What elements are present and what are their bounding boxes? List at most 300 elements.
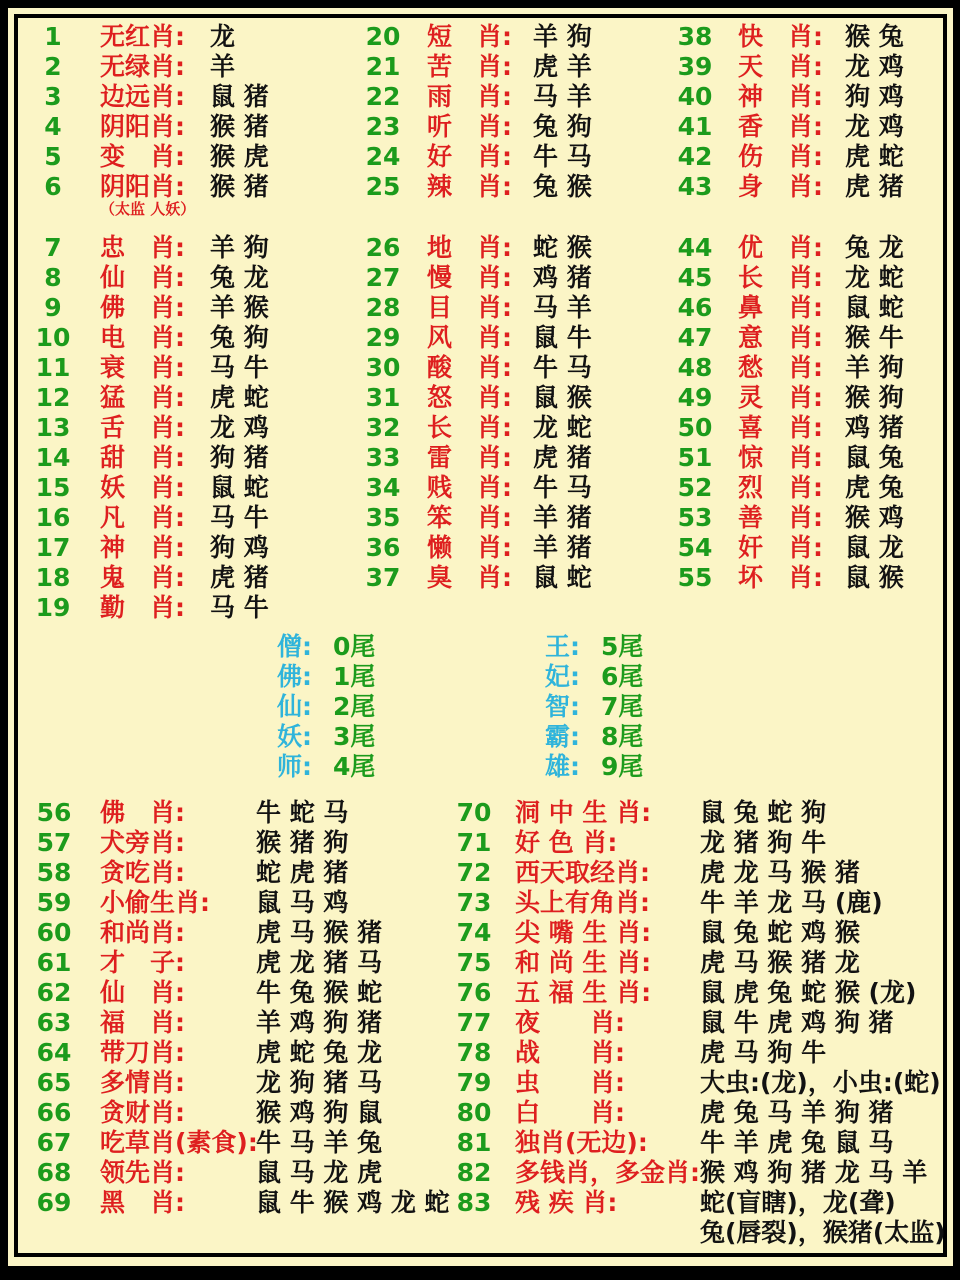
tail-label: 僧: bbox=[277, 632, 312, 661]
row-number: 55 bbox=[677, 563, 713, 592]
zodiac-row bbox=[0, 353, 960, 383]
row-label: 惊 肖: bbox=[738, 443, 823, 472]
row-number: 3 bbox=[44, 82, 62, 111]
row-label: 雨 肖: bbox=[427, 82, 512, 111]
zodiac-row bbox=[0, 22, 960, 52]
row-animals: 虎 马 猴 猪 龙 bbox=[700, 948, 860, 977]
row-animals: 猴 狗 bbox=[845, 383, 904, 412]
zodiac-row bbox=[0, 1128, 960, 1158]
row-animals: 鼠 蛇 bbox=[533, 563, 592, 592]
row-animals: 羊 狗 bbox=[533, 22, 592, 51]
row-number: 23 bbox=[365, 112, 401, 141]
tail-label: 师: bbox=[277, 752, 312, 781]
row-animals: 龙 蛇 bbox=[533, 413, 592, 442]
tail-value: 5尾 bbox=[601, 632, 644, 661]
tail-label: 雄: bbox=[545, 752, 580, 781]
row-label: 夜 肖: bbox=[515, 1008, 625, 1037]
row-animals: 兔 狗 bbox=[210, 323, 269, 352]
row-number: 39 bbox=[677, 52, 713, 81]
top-col3-group-b bbox=[0, 233, 960, 593]
zodiac-row bbox=[0, 142, 960, 172]
row-number: 33 bbox=[365, 443, 401, 472]
tail-row bbox=[277, 662, 537, 692]
row-label: 听 肖: bbox=[427, 112, 512, 141]
row-number: 10 bbox=[35, 323, 71, 352]
row-number: 14 bbox=[35, 443, 71, 472]
row-animals: 狗 鸡 bbox=[210, 533, 269, 562]
tail-row bbox=[545, 632, 805, 662]
row-label: 头上有角肖: bbox=[515, 888, 650, 917]
row-label: 变 肖: bbox=[100, 142, 185, 171]
row-number: 65 bbox=[36, 1068, 72, 1097]
tail-label: 智: bbox=[545, 692, 580, 721]
row-number: 69 bbox=[36, 1188, 72, 1217]
row-label: 贪财肖: bbox=[100, 1098, 185, 1127]
row-number: 11 bbox=[35, 353, 71, 382]
tail-value: 4尾 bbox=[333, 752, 376, 781]
row-animals: 龙 狗 猪 马 bbox=[256, 1068, 383, 1097]
row-number: 25 bbox=[365, 172, 401, 201]
row-animals: 鼠 猪 bbox=[210, 82, 269, 111]
row-animals: 蛇 猴 bbox=[533, 233, 592, 262]
zodiac-row bbox=[0, 503, 960, 533]
zodiac-row bbox=[0, 473, 960, 503]
tail-row bbox=[277, 632, 537, 662]
zodiac-row bbox=[0, 323, 960, 353]
row-label: 妖 肖: bbox=[100, 473, 185, 502]
row-animals: 鼠 蛇 bbox=[845, 293, 904, 322]
row-number: 49 bbox=[677, 383, 713, 412]
row-number: 13 bbox=[35, 413, 71, 442]
row-label: 无红肖: bbox=[100, 22, 185, 51]
row-number: 60 bbox=[36, 918, 72, 947]
zodiac-row bbox=[0, 1158, 960, 1188]
zodiac-row bbox=[0, 443, 960, 473]
row-number: 45 bbox=[677, 263, 713, 292]
row-animals: 猴 鸡 bbox=[845, 503, 904, 532]
row-number: 50 bbox=[677, 413, 713, 442]
row-label: 鼻 肖: bbox=[738, 293, 823, 322]
zodiac-row bbox=[0, 1068, 960, 1098]
row-animals: 龙 bbox=[210, 22, 236, 51]
zodiac-row bbox=[0, 563, 960, 593]
row-animals: 鼠 猴 bbox=[845, 563, 904, 592]
row-animals: 龙 猪 狗 牛 bbox=[700, 828, 827, 857]
row-label: 优 肖: bbox=[738, 233, 823, 262]
row-number: 82 bbox=[456, 1158, 492, 1187]
row-label: 天 肖: bbox=[738, 52, 823, 81]
note-taijian-renyao: （太监 人妖） bbox=[100, 200, 196, 218]
zodiac-row bbox=[0, 52, 960, 82]
row-label: 边远肖: bbox=[100, 82, 185, 111]
row-number: 36 bbox=[365, 533, 401, 562]
row-number: 74 bbox=[456, 918, 492, 947]
row-animals: 羊 狗 bbox=[845, 353, 904, 382]
row-animals: 牛 马 bbox=[533, 473, 592, 502]
row-label: 神 肖: bbox=[738, 82, 823, 111]
row-label: 五 福 生 肖: bbox=[515, 978, 652, 1007]
tail-value: 6尾 bbox=[601, 662, 644, 691]
row-animals: 羊 狗 bbox=[210, 233, 269, 262]
row-animals: 羊 猴 bbox=[210, 293, 269, 322]
row-animals: 鼠 牛 猴 鸡 龙 蛇 bbox=[256, 1188, 450, 1217]
row-number: 30 bbox=[365, 353, 401, 382]
row-label: 长 肖: bbox=[427, 413, 512, 442]
row-animals: 虎 兔 马 羊 狗 猪 bbox=[700, 1098, 894, 1127]
row-label: 贪吃肖: bbox=[100, 858, 185, 887]
row-label: 目 肖: bbox=[427, 293, 512, 322]
row-animals: 龙 鸡 bbox=[845, 112, 904, 141]
row-number: 61 bbox=[36, 948, 72, 977]
row-label: 尖 嘴 生 肖: bbox=[515, 918, 652, 947]
tail-row bbox=[277, 722, 537, 752]
row-number: 15 bbox=[35, 473, 71, 502]
row-label: 长 肖: bbox=[738, 263, 823, 292]
row-number: 37 bbox=[365, 563, 401, 592]
row-number: 1 bbox=[44, 22, 62, 51]
zodiac-row bbox=[0, 798, 960, 828]
row-label: 无绿肖: bbox=[100, 52, 185, 81]
row-animals: 鸡 猪 bbox=[533, 263, 592, 292]
row-number: 71 bbox=[456, 828, 492, 857]
row-number: 58 bbox=[36, 858, 72, 887]
row-number: 19 bbox=[35, 593, 71, 622]
row-animals: 鼠 猴 bbox=[533, 383, 592, 412]
row-animals: 龙 蛇 bbox=[845, 263, 904, 292]
row-number: 52 bbox=[677, 473, 713, 502]
row-label: 甜 肖: bbox=[100, 443, 185, 472]
row-animals: 猴 虎 bbox=[210, 142, 269, 171]
row-animals: 大虫:(龙)，小虫:(蛇) bbox=[700, 1068, 941, 1097]
zodiac-row bbox=[0, 948, 960, 978]
row-animals: 兔 龙 bbox=[845, 233, 904, 262]
row-label: 战 肖: bbox=[515, 1038, 625, 1067]
row-label: 忠 肖: bbox=[100, 233, 185, 262]
row-number: 72 bbox=[456, 858, 492, 887]
row-number: 54 bbox=[677, 533, 713, 562]
row-animals: 虎 龙 猪 马 bbox=[256, 948, 383, 977]
zodiac-row bbox=[0, 533, 960, 563]
row-number: 76 bbox=[456, 978, 492, 1007]
zodiac-row bbox=[0, 858, 960, 888]
zodiac-row bbox=[0, 233, 960, 263]
row-label: 懒 肖: bbox=[427, 533, 512, 562]
row-number: 79 bbox=[456, 1068, 492, 1097]
row-label: 舌 肖: bbox=[100, 413, 185, 442]
tail-label: 妃: bbox=[545, 662, 580, 691]
row-animals: 猴 鸡 狗 鼠 bbox=[256, 1098, 383, 1127]
row-number: 63 bbox=[36, 1008, 72, 1037]
zodiac-row bbox=[0, 978, 960, 1008]
row-number: 42 bbox=[677, 142, 713, 171]
row-label: 才 子: bbox=[100, 948, 185, 977]
tails-legend-right bbox=[545, 632, 805, 782]
row-number: 78 bbox=[456, 1038, 492, 1067]
row-number: 67 bbox=[36, 1128, 72, 1157]
row-animals: 狗 猪 bbox=[210, 443, 269, 472]
row-number: 7 bbox=[44, 233, 62, 262]
tail-label: 佛: bbox=[277, 662, 312, 691]
row-label: 吃草肖(素食): bbox=[100, 1128, 258, 1157]
row-number: 34 bbox=[365, 473, 401, 502]
row-animals: 鼠 马 鸡 bbox=[256, 888, 349, 917]
tail-label: 霸: bbox=[545, 722, 580, 751]
row-label: 多钱肖，多金肖: bbox=[515, 1158, 700, 1187]
row-label: 风 肖: bbox=[427, 323, 512, 352]
row-number: 29 bbox=[365, 323, 401, 352]
row-number: 24 bbox=[365, 142, 401, 171]
row-number: 22 bbox=[365, 82, 401, 111]
row-animals: 虎 羊 bbox=[533, 52, 592, 81]
row-animals: 鸡 猪 bbox=[845, 413, 904, 442]
zodiac-row bbox=[0, 263, 960, 293]
tail-row bbox=[545, 752, 805, 782]
row-number: 20 bbox=[365, 22, 401, 51]
row-label: 烈 肖: bbox=[738, 473, 823, 502]
row-number: 16 bbox=[35, 503, 71, 532]
row-number: 32 bbox=[365, 413, 401, 442]
row-label: 凡 肖: bbox=[100, 503, 185, 532]
row-number: 66 bbox=[36, 1098, 72, 1127]
row-number: 40 bbox=[677, 82, 713, 111]
row-label: 小偷生肖: bbox=[100, 888, 210, 917]
zodiac-row bbox=[0, 112, 960, 142]
row-animals: 鼠 牛 bbox=[533, 323, 592, 352]
row-label: 伤 肖: bbox=[738, 142, 823, 171]
row-label: 辣 肖: bbox=[427, 172, 512, 201]
row-label: 和 尚 生 肖: bbox=[515, 948, 652, 977]
row-animals: 马 牛 bbox=[210, 353, 269, 382]
row-label: 西天取经肖: bbox=[515, 858, 650, 887]
row-label: 衰 肖: bbox=[100, 353, 185, 382]
zodiac-row bbox=[0, 383, 960, 413]
row-animals: 鼠 牛 虎 鸡 狗 猪 bbox=[700, 1008, 894, 1037]
row-number: 8 bbox=[44, 263, 62, 292]
zodiac-row bbox=[0, 828, 960, 858]
row-animals: 虎 龙 马 猴 猪 bbox=[700, 858, 860, 887]
zodiac-row bbox=[0, 593, 960, 623]
zodiac-row bbox=[0, 888, 960, 918]
row-animals: 猴 鸡 狗 猪 龙 马 羊 bbox=[700, 1158, 928, 1187]
zodiac-row bbox=[0, 82, 960, 112]
row-animals: 虎 兔 bbox=[845, 473, 904, 502]
row-animals: 马 羊 bbox=[533, 293, 592, 322]
row-animals: 鼠 虎 兔 蛇 猴 (龙) bbox=[700, 978, 917, 1007]
row-number: 5 bbox=[44, 142, 62, 171]
tail-value: 7尾 bbox=[601, 692, 644, 721]
row-number: 18 bbox=[35, 563, 71, 592]
row-label: 阴阳肖: bbox=[100, 112, 185, 141]
row-number: 46 bbox=[677, 293, 713, 322]
row-animals: 狗 鸡 bbox=[845, 82, 904, 111]
row-number: 51 bbox=[677, 443, 713, 472]
row-animals: 虎 马 猴 猪 bbox=[256, 918, 383, 947]
row-label: 奸 肖: bbox=[738, 533, 823, 562]
tails-legend-left bbox=[277, 632, 537, 782]
row-label: 佛 肖: bbox=[100, 798, 185, 827]
row-number: 77 bbox=[456, 1008, 492, 1037]
row-label: 勤 肖: bbox=[100, 593, 185, 622]
row-animals: 羊 bbox=[210, 52, 236, 81]
row-number: 80 bbox=[456, 1098, 492, 1127]
row-animals: 兔 狗 bbox=[533, 112, 592, 141]
tail-value: 0尾 bbox=[333, 632, 376, 661]
row-label: 和尚肖: bbox=[100, 918, 185, 947]
row-label: 苦 肖: bbox=[427, 52, 512, 81]
row-label: 快 肖: bbox=[738, 22, 823, 51]
row-animals: 牛 兔 猴 蛇 bbox=[256, 978, 383, 1007]
tail-row bbox=[277, 692, 537, 722]
row-animals: 猴 兔 bbox=[845, 22, 904, 51]
tail-value: 8尾 bbox=[601, 722, 644, 751]
row-label: 坏 肖: bbox=[738, 563, 823, 592]
row-number: 47 bbox=[677, 323, 713, 352]
tail-label: 王: bbox=[545, 632, 580, 661]
row-number: 35 bbox=[365, 503, 401, 532]
row-animals: 鼠 兔 蛇 鸡 猴 bbox=[700, 918, 860, 947]
zodiac-row bbox=[0, 1188, 960, 1218]
zodiac-row bbox=[0, 293, 960, 323]
row-label: 意 肖: bbox=[738, 323, 823, 352]
tail-row bbox=[545, 662, 805, 692]
row-label: 带刀肖: bbox=[100, 1038, 185, 1067]
row-label: 臭 肖: bbox=[427, 563, 512, 592]
row-number: 73 bbox=[456, 888, 492, 917]
row-number: 64 bbox=[36, 1038, 72, 1067]
row-number: 28 bbox=[365, 293, 401, 322]
row-number: 6 bbox=[44, 172, 62, 201]
row-number: 75 bbox=[456, 948, 492, 977]
row-animals: 龙 鸡 bbox=[210, 413, 269, 442]
row-animals: 牛 马 羊 兔 bbox=[256, 1128, 383, 1157]
row-label: 善 肖: bbox=[738, 503, 823, 532]
zodiac-row bbox=[0, 1038, 960, 1068]
tail-value: 3尾 bbox=[333, 722, 376, 751]
row-label: 好 肖: bbox=[427, 142, 512, 171]
zodiac-row bbox=[0, 1008, 960, 1038]
row-label: 香 肖: bbox=[738, 112, 823, 141]
row-label: 残 疾 肖: bbox=[515, 1188, 618, 1217]
row-label: 黑 肖: bbox=[100, 1188, 185, 1217]
zodiac-row bbox=[0, 172, 960, 202]
row-label: 慢 肖: bbox=[427, 263, 512, 292]
row-number: 44 bbox=[677, 233, 713, 262]
row-animals: 猴 牛 bbox=[845, 323, 904, 352]
row-label: 多情肖: bbox=[100, 1068, 185, 1097]
row-number: 48 bbox=[677, 353, 713, 382]
row-label: 神 肖: bbox=[100, 533, 185, 562]
row-number: 43 bbox=[677, 172, 713, 201]
row-label: 愁 肖: bbox=[738, 353, 823, 382]
tail-value: 1尾 bbox=[333, 662, 376, 691]
row-number: 38 bbox=[677, 22, 713, 51]
row-number: 57 bbox=[36, 828, 72, 857]
row-animals: 虎 蛇 bbox=[210, 383, 269, 412]
row-animals: 虎 猪 bbox=[533, 443, 592, 472]
tail-row bbox=[277, 752, 537, 782]
row-animals: 虎 蛇 兔 龙 bbox=[256, 1038, 383, 1067]
row-number: 59 bbox=[36, 888, 72, 917]
row-animals: 蛇 虎 猪 bbox=[256, 858, 349, 887]
tail-value: 9尾 bbox=[601, 752, 644, 781]
row-animals: 龙 鸡 bbox=[845, 52, 904, 81]
row-animals: 鼠 兔 蛇 狗 bbox=[700, 798, 827, 827]
bottom-col-right bbox=[0, 798, 960, 1218]
row-label: 喜 肖: bbox=[738, 413, 823, 442]
row-animals: 虎 蛇 bbox=[845, 142, 904, 171]
tail-label: 仙: bbox=[277, 692, 312, 721]
row-label: 笨 肖: bbox=[427, 503, 512, 532]
row-animals: 羊 猪 bbox=[533, 533, 592, 562]
row-animals: 鼠 蛇 bbox=[210, 473, 269, 502]
row-animals: 羊 猪 bbox=[533, 503, 592, 532]
row-animals: 牛 马 bbox=[533, 142, 592, 171]
row-animals: 猴 猪 bbox=[210, 172, 269, 201]
row-number: 83 bbox=[456, 1188, 492, 1217]
row-label: 犬旁肖: bbox=[100, 828, 185, 857]
row-number: 31 bbox=[365, 383, 401, 412]
row-animals: 猴 猪 狗 bbox=[256, 828, 349, 857]
zodiac-row bbox=[0, 413, 960, 443]
row-animals: 马 牛 bbox=[210, 503, 269, 532]
row-animals: 虎 猪 bbox=[210, 563, 269, 592]
row-number: 53 bbox=[677, 503, 713, 532]
row-animals: 兔 龙 bbox=[210, 263, 269, 292]
row-animals: 虎 猪 bbox=[845, 172, 904, 201]
row-label: 好 色 肖: bbox=[515, 828, 618, 857]
row-label: 领先肖: bbox=[100, 1158, 185, 1187]
row-label: 虫 肖: bbox=[515, 1068, 625, 1097]
row-label: 短 肖: bbox=[427, 22, 512, 51]
row-label: 独肖(无边): bbox=[515, 1128, 648, 1157]
row-label: 仙 肖: bbox=[100, 263, 185, 292]
row-animals: 牛 马 bbox=[533, 353, 592, 382]
row-animals: 猴 猪 bbox=[210, 112, 269, 141]
top-col3-group-a bbox=[0, 22, 960, 202]
tail-value: 2尾 bbox=[333, 692, 376, 721]
row-animals: 鼠 马 龙 虎 bbox=[256, 1158, 383, 1187]
row-number: 70 bbox=[456, 798, 492, 827]
row-number: 12 bbox=[35, 383, 71, 412]
row-label: 贱 肖: bbox=[427, 473, 512, 502]
row-number: 26 bbox=[365, 233, 401, 262]
row-label: 地 肖: bbox=[427, 233, 512, 262]
row-animals: 羊 鸡 狗 猪 bbox=[256, 1008, 383, 1037]
row-number: 4 bbox=[44, 112, 62, 141]
row-number: 21 bbox=[365, 52, 401, 81]
row-label: 鬼 肖: bbox=[100, 563, 185, 592]
row-label: 酸 肖: bbox=[427, 353, 512, 382]
tail-row bbox=[545, 692, 805, 722]
row-number: 68 bbox=[36, 1158, 72, 1187]
row-label: 白 肖: bbox=[515, 1098, 625, 1127]
row-label: 电 肖: bbox=[100, 323, 185, 352]
row-number: 56 bbox=[36, 798, 72, 827]
row-label: 阴阳肖: bbox=[100, 172, 185, 201]
row-number: 17 bbox=[35, 533, 71, 562]
row-number: 27 bbox=[365, 263, 401, 292]
row-animals: 马 牛 bbox=[210, 593, 269, 622]
row-label: 福 肖: bbox=[100, 1008, 185, 1037]
row-label: 灵 肖: bbox=[738, 383, 823, 412]
tail-row bbox=[545, 722, 805, 752]
row-number: 2 bbox=[44, 52, 62, 81]
row-number: 62 bbox=[36, 978, 72, 1007]
tail-label: 妖: bbox=[277, 722, 312, 751]
row-label: 洞 中 生 肖: bbox=[515, 798, 652, 827]
row-number: 9 bbox=[44, 293, 62, 322]
row-animals: 虎 马 狗 牛 bbox=[700, 1038, 827, 1067]
